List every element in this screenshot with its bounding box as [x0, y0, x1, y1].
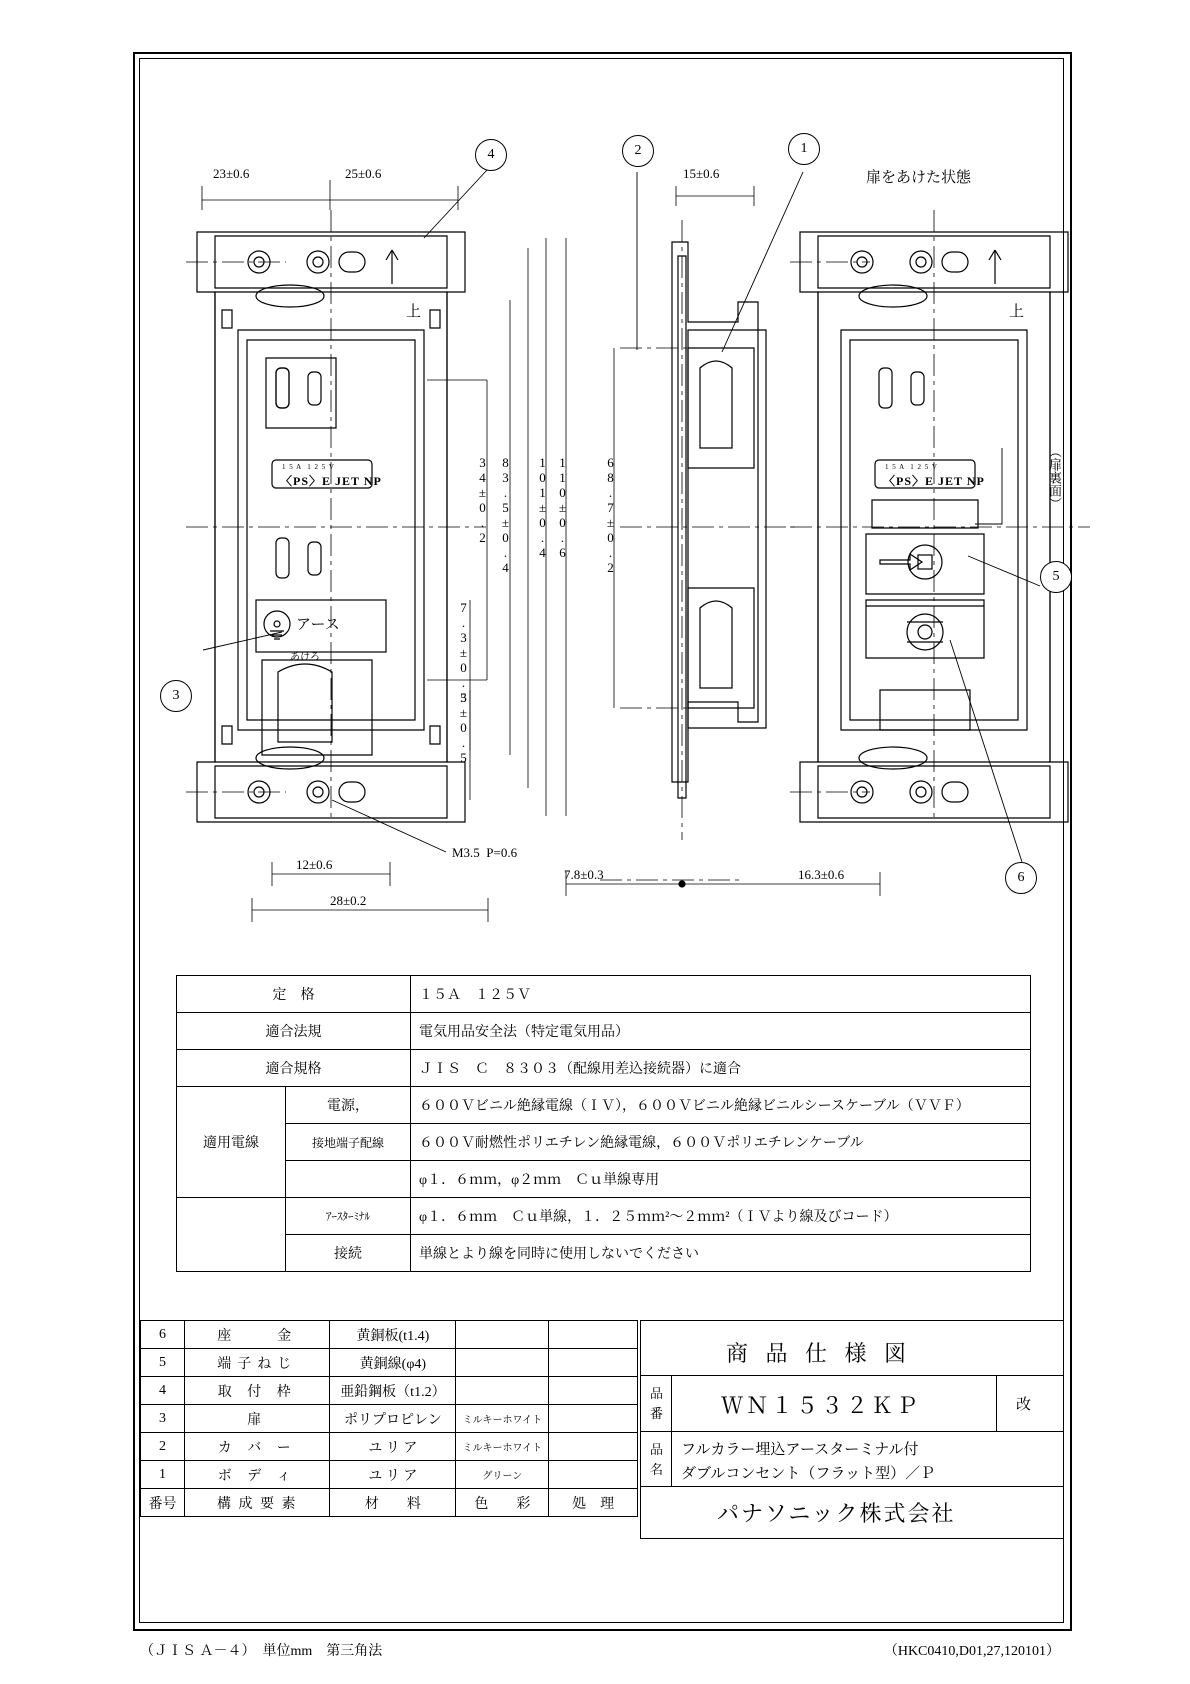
- part-material: 亜鉛鋼板（t1.2）: [330, 1377, 456, 1405]
- spec-label: 適合規格: [177, 1050, 411, 1087]
- product-name-line2: ダブルコンセント（フラット型）／Ｐ: [681, 1466, 936, 1482]
- jet-mark-label: 〈PS〉E JET NP: [280, 474, 382, 488]
- earth-open-label: あけろ: [290, 652, 320, 663]
- parts-row: [141, 1405, 638, 1433]
- spec-row: [177, 976, 1031, 1013]
- dim-23: 23±0.6: [213, 166, 250, 181]
- title-block: [640, 1320, 1064, 1539]
- spec-label: 適合法規: [177, 1013, 411, 1050]
- footer-left: （ＪＩＳ Ａ－４） 単位mm 第三角法: [140, 1644, 383, 1659]
- part-material: 黄銅板(t1.4): [330, 1321, 456, 1349]
- dim-15: 15±0.6: [683, 166, 720, 181]
- dim-68-7: 68.7±0.2: [603, 455, 618, 575]
- dim-5: 5±0.5: [456, 690, 471, 765]
- spec-value: ６００Ｖビニル絶縁電線（ＩＶ），６００Ｖビニル絶縁ビニルシースケーブル（ＶＶＦ）: [411, 1087, 1031, 1124]
- dim-screw: M3.5 P=0.6: [452, 845, 518, 860]
- part-treatment: [549, 1321, 638, 1349]
- balloon-6: 6: [1005, 862, 1037, 894]
- part-material: ポリプロピレン: [330, 1405, 456, 1433]
- part-material: ユ リ ア: [330, 1461, 456, 1489]
- parts-header-material: 材 料: [330, 1489, 456, 1517]
- dim-34: 34±0.2: [475, 455, 490, 545]
- part-color: [456, 1349, 549, 1377]
- part-material: ユ リ ア: [330, 1433, 456, 1461]
- part-treatment: [549, 1433, 638, 1461]
- part-treatment: [549, 1349, 638, 1377]
- part-number: 5: [141, 1349, 185, 1377]
- revision-label: 改: [1016, 1397, 1032, 1413]
- model-label-2: 番: [650, 1406, 664, 1421]
- part-number: 2: [141, 1433, 185, 1461]
- parts-table: [140, 1320, 638, 1517]
- jet-small-label: 1 5 A 1 2 5 V: [282, 463, 335, 471]
- part-element: カ バ ー: [185, 1433, 330, 1461]
- model-number: ＷＮ１５３２ＫＰ: [721, 1393, 922, 1418]
- dim-101: 101±0.4: [535, 455, 550, 560]
- part-color: ミルキーホワイト: [456, 1433, 549, 1461]
- spec-value: φ１．６ｍｍ，φ２ｍｍ Ｃｕ単線専用: [411, 1161, 1031, 1198]
- dim-7-8: 7.8±0.3: [564, 867, 604, 882]
- spec-row: [177, 1013, 1031, 1050]
- jet-small-label-rear: 1 5 A 1 2 5 V: [885, 463, 938, 471]
- part-element: ボ デ ィ: [185, 1461, 330, 1489]
- parts-header-row: [141, 1489, 638, 1517]
- company-name: パナソニック株式会社: [717, 1501, 956, 1526]
- part-color: [456, 1321, 549, 1349]
- part-color: [456, 1377, 549, 1405]
- dim-28: 28±0.2: [330, 893, 367, 908]
- part-number: 3: [141, 1405, 185, 1433]
- part-number: 1: [141, 1461, 185, 1489]
- parts-row: [141, 1349, 638, 1377]
- part-color: グリーン: [456, 1461, 549, 1489]
- spec-row: [177, 1087, 1031, 1124]
- spec-row: [177, 1198, 1031, 1235]
- parts-row: [141, 1321, 638, 1349]
- jet-mark-label-rear: 〈PS〉E JET NP: [883, 474, 985, 488]
- balloon-3: 3: [160, 680, 192, 712]
- spec-table: [176, 975, 1031, 1272]
- parts-header-element: 構 成 要 素: [185, 1489, 330, 1517]
- earth-label: アース: [296, 617, 340, 633]
- part-element: 扉: [185, 1405, 330, 1433]
- balloon-2: 2: [622, 135, 654, 167]
- spec-label: 適用電線: [177, 1087, 286, 1198]
- spec-label: 定 格: [177, 976, 411, 1013]
- drawing-title: 商 品 仕 様 図: [726, 1341, 913, 1366]
- spec-row: [177, 1161, 1031, 1198]
- parts-header-color: 色 彩: [456, 1489, 549, 1517]
- parts-header-num: 番号: [141, 1489, 185, 1517]
- up-mark-right: 上: [1009, 304, 1025, 320]
- part-element: 端子ねじ: [185, 1349, 330, 1377]
- name-label-2: 名: [650, 1462, 664, 1477]
- footer-right: （HKC0410,D01,27,120101）: [883, 1644, 1060, 1659]
- spec-sublabel: 電源，: [286, 1087, 411, 1124]
- parts-row: [141, 1461, 638, 1489]
- parts-header-treatment: 処 理: [549, 1489, 638, 1517]
- spec-sublabel: 接続: [286, 1235, 411, 1272]
- spec-value: １５Ａ １２５Ｖ: [411, 976, 1031, 1013]
- part-element: 座 金: [185, 1321, 330, 1349]
- parts-row: [141, 1377, 638, 1405]
- dim-16-3: 16.3±0.6: [798, 867, 845, 882]
- part-element: 取 付 枠: [185, 1377, 330, 1405]
- part-treatment: [549, 1405, 638, 1433]
- spec-row: [177, 1124, 1031, 1161]
- spec-value: 電気用品安全法（特定電気用品）: [411, 1013, 1031, 1050]
- balloon-5: 5: [1040, 561, 1072, 593]
- part-material: 黄銅線(φ4): [330, 1349, 456, 1377]
- dim-83-5: 83.5±0.4: [498, 455, 513, 575]
- dim-12: 12±0.6: [296, 857, 333, 872]
- model-label-1: 品: [650, 1386, 664, 1401]
- product-name-line1: フルカラー埋込アースターミナル付: [681, 1442, 919, 1458]
- dim-110: 110±0.6: [555, 455, 570, 560]
- part-treatment: [549, 1461, 638, 1489]
- spec-sublabel: [286, 1161, 411, 1198]
- part-number: 6: [141, 1321, 185, 1349]
- balloon-4: 4: [475, 139, 507, 171]
- dim-25: 25±0.6: [345, 166, 382, 181]
- note-door-back: （扉裏面）: [1047, 445, 1062, 510]
- spec-sublabel: 接地端子配線: [286, 1124, 411, 1161]
- parts-row: [141, 1433, 638, 1461]
- part-treatment: [549, 1377, 638, 1405]
- note-door-open: 扉をあけた状態: [866, 170, 972, 186]
- part-color: ミルキーホワイト: [456, 1405, 549, 1433]
- spec-value: ６００Ｖ耐燃性ポリエチレン絶縁電線，６００Ｖポリエチレンケーブル: [411, 1124, 1031, 1161]
- name-label-1: 品: [650, 1442, 664, 1457]
- dim-7-3: 7.3±0.3: [456, 600, 471, 705]
- spec-sublabel: ｱｰｽﾀｰﾐﾅﾙ: [286, 1198, 411, 1235]
- part-number: 4: [141, 1377, 185, 1405]
- up-mark-left: 上: [406, 304, 422, 320]
- spec-row: [177, 1235, 1031, 1272]
- spec-row: [177, 1050, 1031, 1087]
- balloon-1: 1: [788, 133, 820, 165]
- spec-value: φ１．６ｍｍ Ｃｕ単線，１．２５ｍｍ²〜２ｍｍ²（ＩＶより線及びコード）: [411, 1198, 1031, 1235]
- spec-value: ＪＩＳ Ｃ ８３０３（配線用差込接続器）に適合: [411, 1050, 1031, 1087]
- spec-label: [177, 1198, 286, 1272]
- spec-value: 単線とより線を同時に使用しないでください: [411, 1235, 1031, 1272]
